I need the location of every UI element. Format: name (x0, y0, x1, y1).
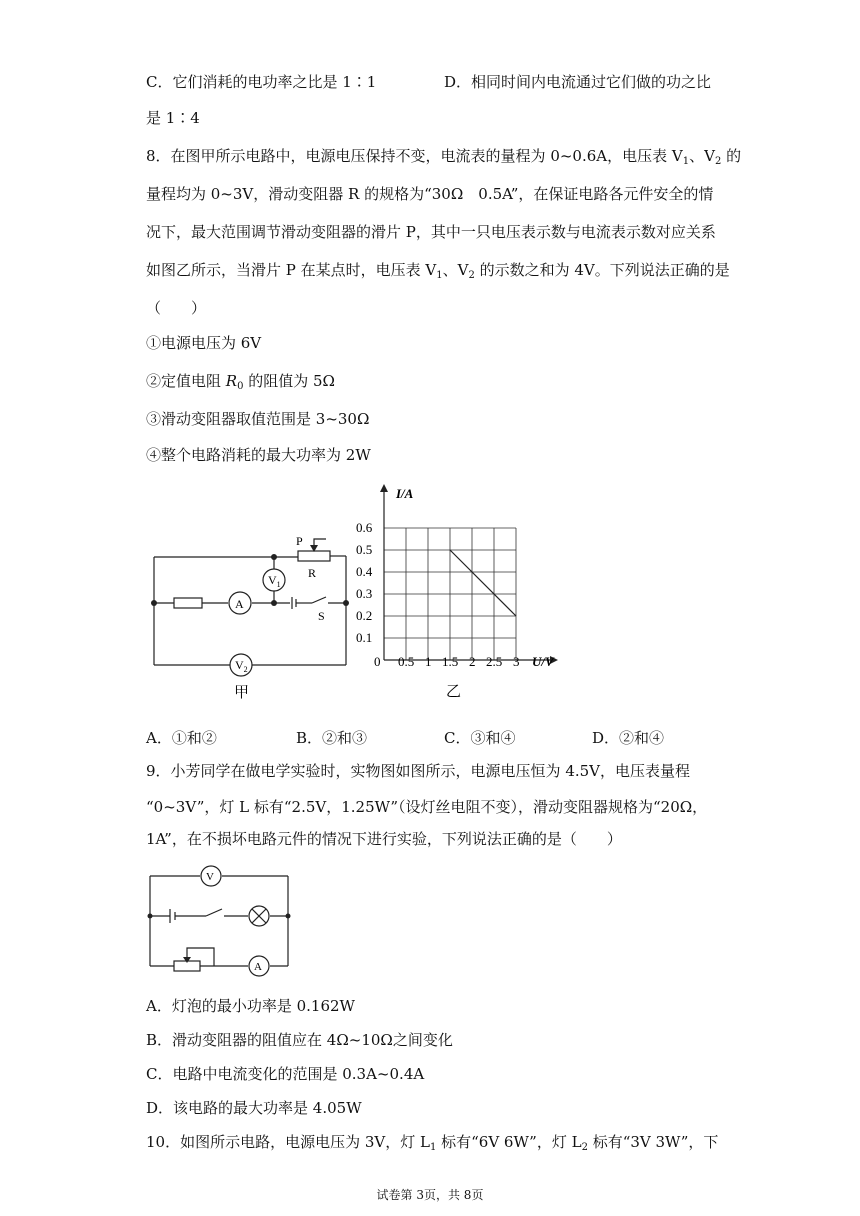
rheostat-label-r: R (308, 566, 317, 580)
q8-stem-line3: 况下，最大范围调节滑动变阻器的滑片 P，其中一只电压表示数与电流表示数对应关系 (146, 223, 716, 241)
q7-option-d-continued: 是 1∶4 (146, 109, 200, 127)
q8-stem-line4: 如图乙所示，当滑片 P 在某点时，电压表 $V_1$、$V_2$ 的示数之和为 4V。下列说法正确的是 (146, 261, 730, 281)
figure-caption-jia: 甲 (234, 685, 250, 701)
origin-label: 0 (374, 654, 381, 669)
q7-option-c: C．它们消耗的电功率之比是 1∶1 (146, 73, 377, 91)
q8-option-c: C．③和④ (444, 729, 516, 747)
ammeter-label: A (254, 961, 262, 973)
q8-option-b: B．②和③ (296, 729, 368, 747)
x-tick-label: 1.5 (442, 654, 459, 669)
y-tick-label: 0.3 (356, 586, 373, 601)
q8-stem-line2: 量程均为 0~3V，滑动变阻器 R 的规格为“30Ω 0.5A”，在保证电路各元件安全的情 (146, 185, 714, 203)
figure-caption-yi: 乙 (446, 684, 462, 700)
x-tick-label: 1 (425, 654, 432, 669)
x-axis-label: U/V (532, 654, 554, 669)
graph-yi (356, 482, 570, 702)
q8-statement-4: ④整个电路消耗的最大功率为 2W (146, 446, 371, 464)
q8-stem-line1: 8．在图甲所示电路中，电源电压保持不变，电流表的量程为 0~0.6A，电压表 $V_1$、$V_2$ 的 (146, 147, 742, 167)
x-tick-label: 3 (513, 654, 520, 669)
x-tick-label: 0.5 (398, 654, 415, 669)
q8-statement-1: ①电源电压为 6V (146, 334, 262, 352)
q8-option-d: D．②和④ (592, 729, 665, 747)
voltmeter-label: V (206, 871, 214, 883)
circuit-diagram-jia (140, 525, 360, 705)
v1-label: $V_1$ (268, 573, 281, 589)
q9-stem-line3: 1A”，在不损坏电路元件的情况下进行实验，下列说法正确的是（ ） (146, 830, 622, 848)
q10-stem-line1: 10．如图所示电路，电源电压为 3V，灯 $L_1$ 标有“6V 6W”，灯 $L_2$ 标有“3V 3W”，下 (146, 1133, 719, 1153)
y-tick-label: 0.5 (356, 542, 373, 557)
q8-answer-bracket: （ ） (146, 299, 207, 317)
q9-stem-line1: 9．小芳同学在做电学实验时，实物图如图所示，电源电压恒为 4.5V，电压表量程 (146, 762, 691, 780)
y-axis-label: I/A (396, 486, 414, 501)
y-tick-label: 0.1 (356, 630, 373, 645)
q9-option-b: B．滑动变阻器的阻值应在 4Ω~10Ω之间变化 (146, 1031, 453, 1049)
y-tick-label: 0.4 (356, 564, 373, 579)
q8-statement-3: ③滑动变阻器取值范围是 3~30Ω (146, 410, 370, 428)
ammeter-label: A (235, 597, 244, 611)
q8-option-a: A．①和② (146, 729, 217, 747)
series-line (450, 550, 516, 616)
x-tick-label: 2 (469, 654, 476, 669)
q9-stem-line2: “0~3V”，灯 L 标有“2.5V，1.25W”（设灯丝电阻不变），滑动变阻器规格为“20Ω， (146, 798, 708, 816)
switch-label-s: S (318, 609, 325, 623)
q9-option-d: D．该电路的最大功率是 4.05W (146, 1099, 362, 1117)
slider-label-p: P (296, 534, 303, 548)
q9-option-a: A．灯泡的最小功率是 0.162W (146, 997, 355, 1015)
v2-label: $V_2$ (235, 658, 248, 674)
page-footer: 试卷第 3页，共 8页 (376, 1188, 484, 1202)
y-tick-label: 0.6 (356, 520, 373, 535)
circuit-diagram-q9 (140, 862, 300, 976)
y-axis-arrow (380, 484, 388, 492)
q8-statement-2: ②定值电阻 $R_0$ 的阻值为 5Ω (146, 372, 335, 392)
x-tick-label: 2.5 (486, 654, 503, 669)
q9-option-c: C．电路中电流变化的范围是 0.3A~0.4A (146, 1065, 425, 1083)
q7-option-d: D．相同时间内电流通过它们做的功之比 (444, 73, 712, 91)
y-tick-label: 0.2 (356, 608, 373, 623)
